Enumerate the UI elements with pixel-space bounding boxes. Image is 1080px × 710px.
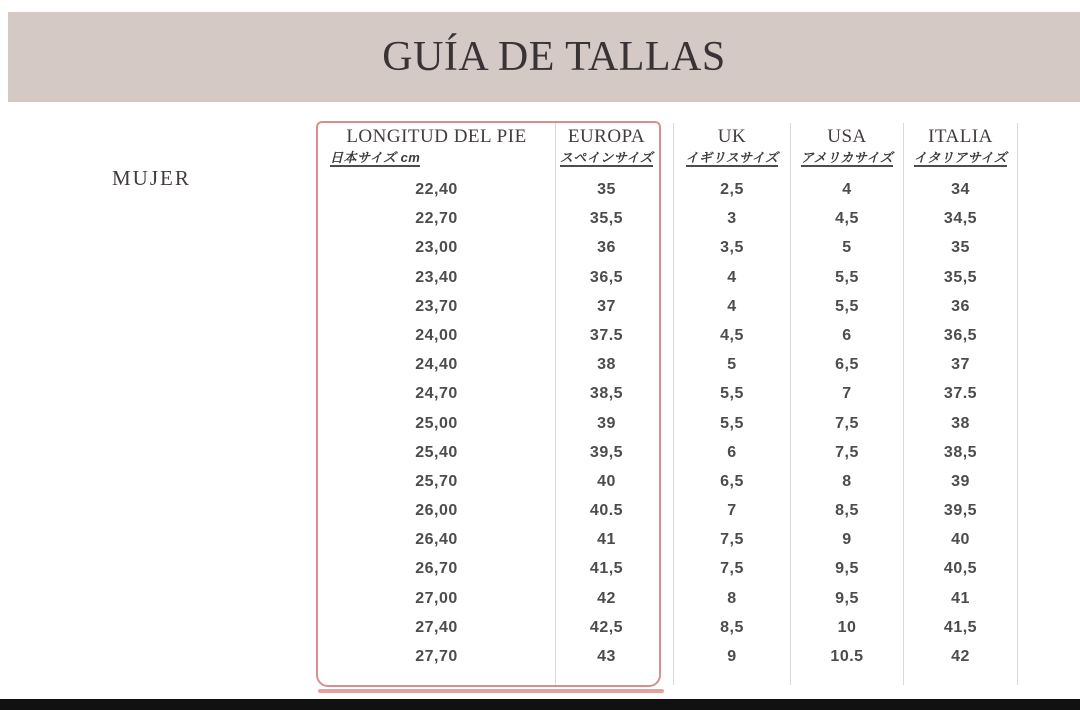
cell-italia-row5: 36 <box>951 297 970 315</box>
cell-usa-row17: 10.5 <box>830 648 864 665</box>
column-header-europa <box>556 123 657 175</box>
europa-sublabel-text: スペインサイズ <box>559 150 654 165</box>
column-header-longitud-del-pie <box>318 123 555 175</box>
uk-sublabel <box>674 147 790 169</box>
cell-usa-row14: 9,5 <box>835 560 859 578</box>
cell-uk-row9: 5,5 <box>720 414 744 432</box>
cell-italia-row14: 40,5 <box>943 560 978 578</box>
cell-uk-row2: 3 <box>727 210 737 228</box>
cell-longitud-del-pie-row1: 22,40 <box>415 181 458 198</box>
cell-uk-row6: 4,5 <box>720 326 744 344</box>
cell-italia-row10: 38,5 <box>943 443 978 461</box>
column-usa <box>791 123 904 685</box>
cell-usa-row11: 8 <box>842 472 852 490</box>
cell-italia-row13: 40 <box>951 531 970 549</box>
size-conversion-table <box>318 123 1018 685</box>
cell-longitud-del-pie-row8: 24,70 <box>415 385 458 403</box>
column-europa <box>555 123 657 685</box>
cell-usa-row2: 4,5 <box>835 210 859 228</box>
cell-uk-row12: 7 <box>727 502 737 520</box>
europa-label: EUROPA <box>567 126 646 147</box>
cell-longitud-del-pie-row2: 22,70 <box>415 210 458 228</box>
cell-italia-row1: 34 <box>951 181 970 198</box>
cell-italia-row12: 39,5 <box>943 502 978 520</box>
cell-longitud-del-pie-row3: 23,00 <box>415 239 458 257</box>
longitud-del-pie-sublabel <box>318 147 555 169</box>
cell-italia-row7: 37 <box>951 356 970 374</box>
column-header-italia <box>904 123 1017 175</box>
cell-uk-row14: 7,5 <box>720 560 744 578</box>
cell-europa-row13: 41 <box>597 531 616 549</box>
cell-uk-row17: 9 <box>727 648 737 665</box>
highlight-underline <box>318 689 664 693</box>
cell-longitud-del-pie-row11: 25,70 <box>415 472 458 490</box>
cell-europa-row10: 39,5 <box>589 443 624 461</box>
italia-label: ITALIA <box>928 126 993 147</box>
cell-italia-row17: 42 <box>951 648 970 665</box>
section-label-mujer: MUJER <box>112 166 191 190</box>
longitud-del-pie-label: LONGITUD DEL PIE <box>346 126 527 147</box>
column-header-uk <box>674 123 790 175</box>
cell-longitud-del-pie-row4: 23,40 <box>415 268 458 286</box>
cell-usa-row6: 6 <box>842 326 852 344</box>
cell-italia-row9: 38 <box>951 414 970 432</box>
bottom-bar <box>0 699 1080 710</box>
cell-uk-row1: 2,5 <box>720 181 744 198</box>
cell-europa-row16: 42,5 <box>589 618 624 636</box>
cell-italia-row15: 41 <box>951 589 970 607</box>
cell-italia-row8: 37.5 <box>943 385 978 403</box>
cell-longitud-del-pie-row17: 27,70 <box>415 648 458 665</box>
cell-uk-row8: 5,5 <box>720 385 744 403</box>
cell-longitud-del-pie-row13: 26,40 <box>415 531 458 549</box>
cell-italia-row3: 35 <box>951 239 970 257</box>
cell-uk-row10: 6 <box>727 443 737 461</box>
cell-longitud-del-pie-row6: 24,00 <box>415 326 458 344</box>
cell-longitud-del-pie-row14: 26,70 <box>415 560 458 578</box>
cell-italia-row4: 35,5 <box>943 268 978 286</box>
usa-sublabel-text: アメリカサイズ <box>800 150 894 165</box>
cell-usa-row13: 9 <box>842 531 852 549</box>
column-header-usa <box>791 123 903 175</box>
cell-longitud-del-pie-row7: 24,40 <box>415 356 458 374</box>
column-uk <box>673 123 791 685</box>
cell-longitud-del-pie-row9: 25,00 <box>415 414 458 432</box>
cell-longitud-del-pie-row10: 25,40 <box>415 443 458 461</box>
cell-longitud-del-pie-row16: 27,40 <box>415 618 458 636</box>
cell-longitud-del-pie-row15: 27,00 <box>415 589 458 607</box>
cell-europa-row17: 43 <box>597 648 616 665</box>
cell-usa-row8: 7 <box>842 385 852 403</box>
cell-usa-row16: 10 <box>837 618 857 636</box>
cell-usa-row7: 6,5 <box>835 356 859 374</box>
cell-europa-row8: 38,5 <box>589 385 624 403</box>
cell-usa-row10: 7,5 <box>835 443 859 461</box>
cell-usa-row4: 5,5 <box>835 268 859 286</box>
cell-europa-row1: 35 <box>597 181 616 198</box>
cell-europa-row15: 42 <box>597 589 616 607</box>
cell-italia-row6: 36,5 <box>943 326 978 344</box>
cell-uk-row4: 4 <box>727 268 737 286</box>
cell-usa-row12: 8,5 <box>835 502 859 520</box>
cell-usa-row9: 7,5 <box>835 414 859 432</box>
cell-europa-row12: 40.5 <box>589 502 624 520</box>
column-italia <box>904 123 1018 685</box>
cell-italia-row16: 41,5 <box>943 618 978 636</box>
uk-sublabel-text: イギリスサイズ <box>685 150 779 165</box>
cell-longitud-del-pie-row12: 26,00 <box>415 502 458 520</box>
cell-europa-row14: 41,5 <box>589 560 624 578</box>
cell-europa-row2: 35,5 <box>589 210 624 228</box>
italia-sublabel-text: イタリアサイズ <box>913 150 1008 165</box>
longitud-del-pie-sublabel-text: 日本サイズ cm <box>330 150 421 165</box>
cell-uk-row13: 7,5 <box>720 531 744 549</box>
column-longitud-del-pie <box>318 123 555 685</box>
cell-uk-row5: 4 <box>727 297 737 315</box>
cell-usa-row3: 5 <box>842 239 852 257</box>
cell-europa-row6: 37.5 <box>589 326 624 344</box>
cell-uk-row15: 8 <box>727 589 737 607</box>
cell-usa-row5: 5,5 <box>835 297 859 315</box>
uk-label: UK <box>717 126 747 147</box>
cell-italia-row11: 39 <box>951 472 970 490</box>
cell-europa-row4: 36,5 <box>589 268 624 286</box>
cell-europa-row5: 37 <box>597 297 616 315</box>
usa-sublabel <box>791 147 903 169</box>
italia-sublabel <box>904 147 1017 169</box>
cell-usa-row15: 9,5 <box>835 589 859 607</box>
cell-europa-row9: 39 <box>597 414 616 432</box>
cell-uk-row11: 6,5 <box>720 472 744 490</box>
cell-uk-row7: 5 <box>727 356 737 374</box>
cell-uk-row3: 3,5 <box>720 239 744 257</box>
cell-usa-row1: 4 <box>842 181 852 198</box>
cell-europa-row11: 40 <box>597 472 616 490</box>
cell-europa-row7: 38 <box>597 356 616 374</box>
cell-italia-row2: 34,5 <box>943 210 978 228</box>
usa-label: USA <box>827 126 867 147</box>
page-title: GUÍA DE TALLAS <box>382 34 726 80</box>
europa-sublabel <box>556 147 657 169</box>
cell-europa-row3: 36 <box>597 239 616 257</box>
cell-uk-row16: 8,5 <box>720 618 744 636</box>
size-guide-banner <box>8 12 1080 102</box>
cell-longitud-del-pie-row5: 23,70 <box>415 297 458 315</box>
